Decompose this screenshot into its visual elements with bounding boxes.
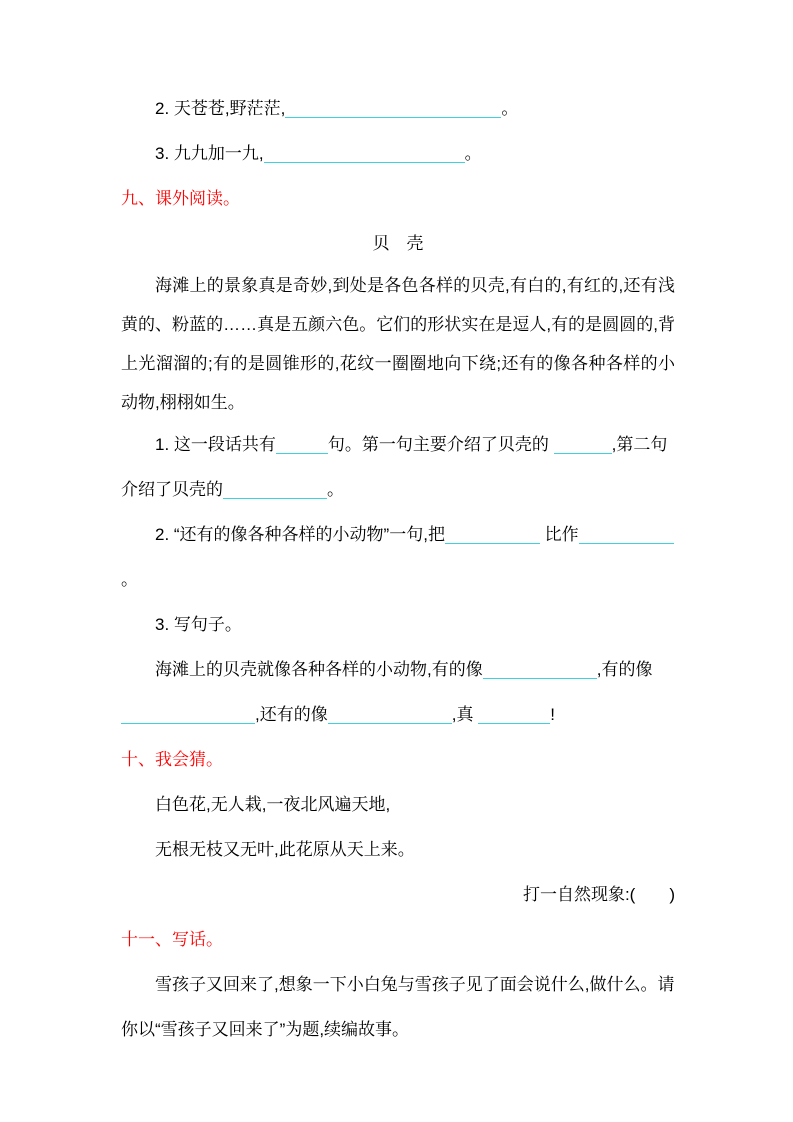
q1-text-2: 句。第一句主要介绍了贝壳的 [327, 435, 554, 454]
fill-item-2-punct: 。 [501, 99, 519, 118]
q2-text-1: 2. “还有的像各种各样的小动物”一句,把 [155, 525, 445, 544]
sentence-text-3: ,还有的像 [255, 705, 328, 724]
sentence-text-2: ,有的像 [596, 660, 653, 679]
q2-blank-2[interactable] [579, 525, 674, 544]
riddle-answer-prompt: 打一自然现象:( ) [522, 885, 675, 904]
q2-text-3: 。 [121, 570, 138, 589]
fill-item-3 [121, 131, 675, 176]
sentence-blank-2[interactable] [121, 705, 255, 724]
section-9-heading: 九、课外阅读。 [121, 189, 240, 208]
q1-blank-1[interactable] [276, 435, 328, 454]
passage-text: 海滩上的景象真是奇妙,到处是各色各样的贝壳,有白的,有红的,还有浅黄的、粉蓝的……真是五颜六色。它们的形状实在是逗人,有的是圆圆的,背上光溜溜的;有的是圆锥形的,花纹一圈圈地向下绕;还有的像各种各样的小动物,栩栩如生。 [121, 276, 675, 412]
reading-question-2 [121, 512, 675, 602]
section-10-heading: 十、我会猜。 [121, 750, 223, 769]
fill-item-3-blank[interactable] [264, 144, 465, 163]
q2-blank-1[interactable] [445, 525, 540, 544]
q1-blank-2[interactable] [554, 435, 612, 454]
fill-item-2-blank[interactable] [285, 99, 501, 118]
q1-text-1: 1. 这一段话共有 [155, 435, 276, 454]
fill-item-3-text: 3. 九九加一九, [155, 144, 264, 163]
q1-blank-3[interactable] [223, 480, 327, 499]
riddle-line-1: 白色花,无人栽,一夜北风遍天地, [155, 795, 391, 814]
sentence-blank-1[interactable] [483, 660, 597, 679]
reading-question-3: 3. 写句子。 [155, 615, 242, 634]
reading-question-1 [121, 422, 675, 512]
fill-item-3-punct: 。 [464, 144, 482, 163]
passage-title: 贝 壳 [372, 234, 424, 253]
sentence-text-5: ! [550, 705, 555, 724]
sentence-text-4: ,真 [451, 705, 479, 724]
fill-item-2 [121, 86, 675, 131]
fill-item-2-text: 2. 天苍苍,野茫茫, [155, 99, 286, 118]
riddle-line-2: 无根无枝又无叶,此花原从天上来。 [155, 840, 415, 859]
q1-text-3: ,第二句介绍了贝壳的 [121, 435, 668, 499]
section-11-heading: 十一、写话。 [121, 930, 223, 949]
sentence-text-1: 海滩上的贝壳就像各种各样的小动物,有的像 [155, 660, 483, 679]
q2-text-2: 比作 [539, 525, 579, 544]
q1-text-4: 。 [327, 480, 344, 499]
reading-sentence-exercise [121, 647, 675, 737]
sentence-blank-3[interactable] [328, 705, 452, 724]
writing-prompt: 雪孩子又回来了,想象一下小白兔与雪孩子见了面会说什么,做什么。请你以“雪孩子又回来了”为题,续编故事。 [121, 975, 675, 1039]
sentence-blank-4[interactable] [478, 705, 550, 724]
